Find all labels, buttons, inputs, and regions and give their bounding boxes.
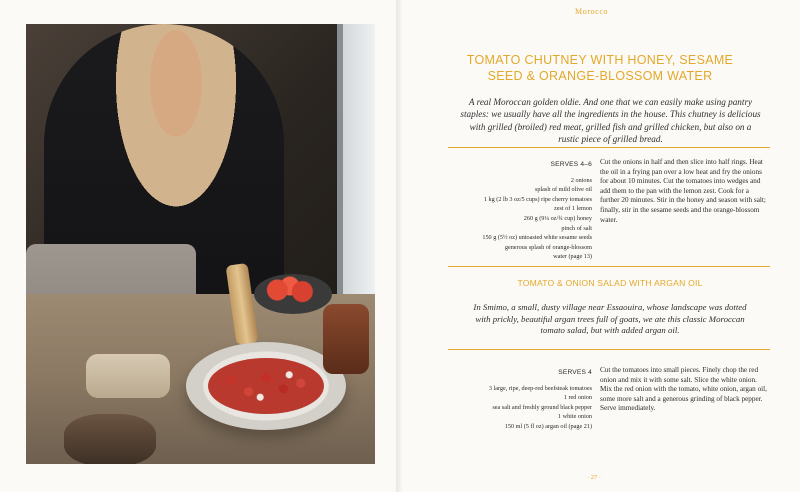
ingredient-item: 3 large, ripe, deep-red beefsteak tomatoes [488,384,592,392]
ingredient-item: 1 kg (2 lb 3 oz/5 cups) ripe cherry tomatoes [483,195,592,203]
ingredient-item: sea salt and freshly ground black pepper [492,403,592,411]
ingredient-item: generous splash of orange-blossom [504,243,592,251]
ingredient-item: zest of 1 lemon [554,205,592,213]
copper-jar [323,304,369,374]
ingredients-list [430,160,592,262]
recipe-intro-2: In Smimo, a small, dusty village near Essaouira, whose landscape was dotted with prickly, beautiful argan trees full of goats, we ate this classic Moroccan tomato salad, but with added argan oil. [473,302,747,336]
window-light [337,24,375,324]
serves-label: SERVES 4–6 [550,161,592,168]
divider-rule [448,266,770,267]
ingredient-item: 150 ml (5 fl oz) argan oil (page 21) [504,422,592,430]
recipe-intro: A real Moroccan golden oldie. And one that we can easily make using pantry staples: we usually have all the ingredients in the house. This chutney is delicious with grilled (broiled) red meat, grilled fish and grilled chicken, but also on a rustic piece of grilled bread. [460,97,761,145]
tomato-bowl [254,274,332,314]
ingredient-item: 1 red onion [563,394,592,402]
divider-rule [448,349,770,350]
method-text: Cut the onions in half and then slice into half rings. Heat the oil in a frying pan over a low heat and fry the onions for about 10 minutes. Cut the tomatoes into wedges and add them to the pan with the lemon zest. Cook for a further 20 minutes. Stir in the honey and season with salt; finally, stir in the sesame seeds and the orange-blossom water. [600,158,766,224]
page-number: · 27 · [587,474,602,481]
running-head: Morocco [575,7,609,16]
recipe-title-2: TOMATO & ONION SALAD WITH ARGAN OIL [517,278,703,288]
ingredients-list-2 [430,368,592,432]
divider-rule [448,147,770,148]
paper-wrap [86,354,170,398]
method-text-2: Cut the tomatoes into small pieces. Finely chop the red onion and mix it with some salt. Slice the white onion. Mix the red onion with the tomato, white onion, argan oil, some more salt and a generous grinding of black pepper. Serve immediately. [600,366,767,413]
ingredient-item: 2 onions [570,176,592,184]
ingredient-item: water (page 13) [553,253,592,261]
serves-label-2: SERVES 4 [558,369,592,376]
clay-pot [64,414,156,464]
ingredient-item: 260 g (9¼ oz/¾ cup) honey [523,214,592,222]
page-gutter [396,0,406,492]
ingredient-item: 1 white onion [557,413,592,421]
recipe-title: TOMATO CHUTNEY WITH HONEY, SESAME SEED & ORANGE-BLOSSOM WATER [466,53,734,83]
ingredient-item: pinch of salt [561,224,592,232]
recipe-photo [26,24,375,464]
ingredient-item: splash of mild olive oil [534,186,592,194]
ingredient-item: 150 g (5½ oz) untoasted white sesame seeds [482,234,592,242]
tomato-salad [208,358,324,414]
